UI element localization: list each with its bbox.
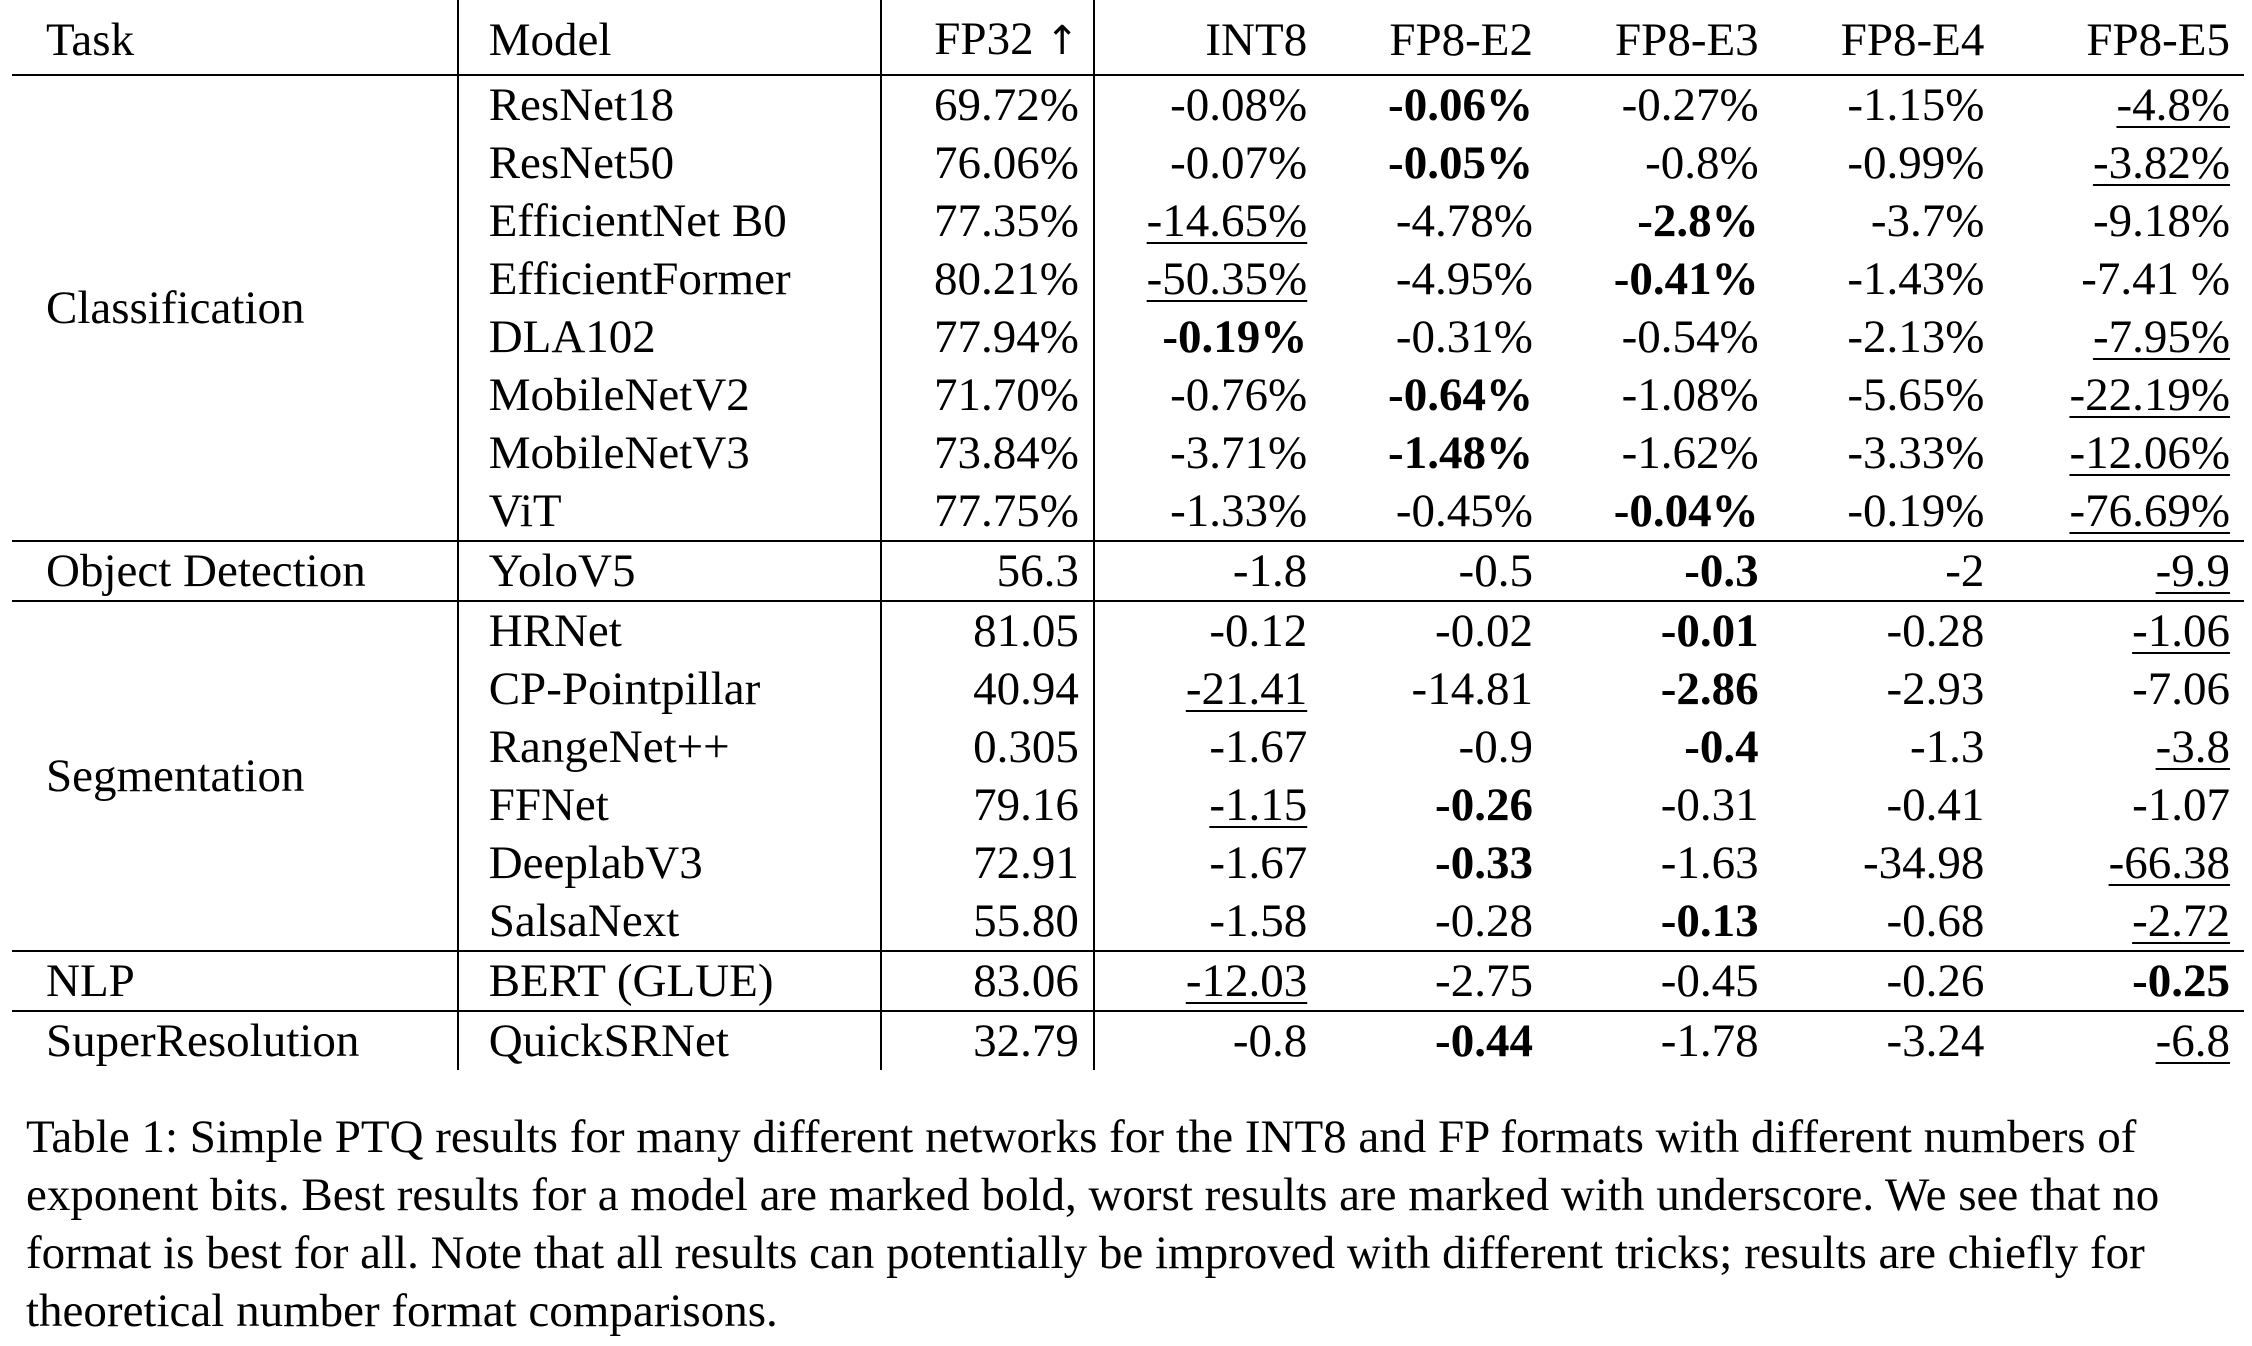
worst-value: -1.15 (1209, 779, 1308, 831)
value: -2 (1945, 545, 1985, 597)
header-fp8-e4: FP8-E4 (1773, 0, 1999, 75)
value: -4.95% (1395, 253, 1533, 305)
table-row (12, 75, 2244, 134)
model-cell: SalsaNext (458, 892, 881, 951)
task-cell: SuperResolution (12, 1011, 458, 1070)
value: -3.24 (1886, 1015, 1985, 1067)
model-cell: CP-Pointpillar (458, 660, 881, 718)
value: -5.65% (1847, 369, 1985, 421)
worst-value: -7.95% (2092, 311, 2230, 363)
fp8-e3-cell (1547, 718, 1773, 776)
fp8-e5-cell (1998, 660, 2244, 718)
value: -7.41 % (2081, 253, 2230, 305)
fp8-e4-cell (1773, 660, 1999, 718)
value: -2.13% (1847, 311, 1985, 363)
task-cell: Object Detection (12, 541, 458, 601)
value: -0.45% (1395, 485, 1533, 537)
value: -1.15% (1847, 79, 1985, 131)
int8-cell (1094, 192, 1321, 250)
value: -0.8 (1232, 1015, 1308, 1067)
value: -0.27% (1621, 79, 1759, 131)
model-cell: ViT (458, 482, 881, 541)
fp32-cell: 79.16 (881, 776, 1094, 834)
fp8-e5-cell (1998, 892, 2244, 951)
fp8-e3-cell (1547, 250, 1773, 308)
fp8-e3-cell (1547, 892, 1773, 951)
fp8-e4-cell (1773, 718, 1999, 776)
value: -3.7% (1870, 195, 1985, 247)
fp8-e4-cell (1773, 834, 1999, 892)
fp8-e4-cell (1773, 951, 1999, 1011)
fp8-e4-cell (1773, 192, 1999, 250)
fp8-e4-cell (1773, 541, 1999, 601)
fp32-cell: 56.3 (881, 541, 1094, 601)
fp32-cell: 80.21% (881, 250, 1094, 308)
value: -14.81 (1411, 663, 1533, 715)
value: -0.76% (1170, 369, 1308, 421)
value: -0.26 (1886, 955, 1985, 1007)
header-model: Model (458, 0, 881, 75)
fp8-e3-cell (1547, 601, 1773, 660)
best-value: -0.13 (1660, 895, 1759, 947)
int8-cell (1094, 308, 1321, 366)
fp8-e5-cell (1998, 134, 2244, 192)
fp8-e4-cell (1773, 892, 1999, 951)
int8-cell (1094, 951, 1321, 1011)
value: -0.41 (1886, 779, 1985, 831)
best-value: -0.05% (1388, 137, 1533, 189)
model-cell: YoloV5 (458, 541, 881, 601)
header-row (12, 0, 2244, 75)
fp32-cell: 77.35% (881, 192, 1094, 250)
fp8-e5-cell (1998, 541, 2244, 601)
int8-cell (1094, 250, 1321, 308)
best-value: -0.33 (1435, 837, 1533, 889)
int8-cell (1094, 834, 1321, 892)
worst-value: -22.19% (2069, 369, 2230, 421)
model-cell: MobileNetV2 (458, 366, 881, 424)
fp8-e2-cell (1321, 482, 1547, 541)
int8-cell (1094, 718, 1321, 776)
best-value: -0.4 (1684, 721, 1759, 773)
best-value: -1.48% (1388, 427, 1533, 479)
int8-cell (1094, 892, 1321, 951)
model-cell: RangeNet++ (458, 718, 881, 776)
best-value: -0.64% (1388, 369, 1533, 421)
fp8-e3-cell (1547, 308, 1773, 366)
header-int8: INT8 (1094, 0, 1321, 75)
fp8-e5-cell (1998, 482, 2244, 541)
table-body (12, 75, 2244, 1070)
model-cell: HRNet (458, 601, 881, 660)
best-value: -0.26 (1435, 779, 1533, 831)
int8-cell (1094, 75, 1321, 134)
fp8-e2-cell (1321, 951, 1547, 1011)
worst-value: -3.8 (2155, 721, 2230, 773)
fp8-e5-cell (1998, 951, 2244, 1011)
fp8-e2-cell (1321, 892, 1547, 951)
best-value: -0.04% (1613, 485, 1759, 537)
fp8-e3-cell (1547, 366, 1773, 424)
fp8-e2-cell (1321, 660, 1547, 718)
fp8-e4-cell (1773, 250, 1999, 308)
fp8-e5-cell (1998, 601, 2244, 660)
value: -1.63 (1660, 837, 1759, 889)
int8-cell (1094, 366, 1321, 424)
int8-cell (1094, 601, 1321, 660)
value: -1.62% (1621, 427, 1759, 479)
value: -1.8 (1232, 545, 1308, 597)
value: -0.07% (1170, 137, 1308, 189)
fp8-e4-cell (1773, 75, 1999, 134)
table-row (12, 1011, 2244, 1070)
worst-value: -66.38 (2108, 837, 2230, 889)
value: -1.58 (1209, 895, 1308, 947)
value: -0.9 (1458, 721, 1533, 773)
fp8-e2-cell (1321, 192, 1547, 250)
int8-cell (1094, 541, 1321, 601)
fp8-e3-cell (1547, 834, 1773, 892)
value: -0.31% (1395, 311, 1533, 363)
fp32-cell: 77.75% (881, 482, 1094, 541)
fp8-e4-cell (1773, 1011, 1999, 1070)
value: -1.67 (1209, 721, 1308, 773)
fp32-cell: 76.06% (881, 134, 1094, 192)
worst-value: -12.03 (1185, 955, 1308, 1007)
value: -0.28 (1886, 605, 1985, 657)
value: -0.31 (1660, 779, 1759, 831)
fp32-cell: 55.80 (881, 892, 1094, 951)
fp8-e3-cell (1547, 776, 1773, 834)
model-cell: EfficientNet B0 (458, 192, 881, 250)
value: -0.02 (1435, 605, 1533, 657)
fp8-e2-cell (1321, 424, 1547, 482)
worst-value: -14.65% (1146, 195, 1308, 247)
fp8-e5-cell (1998, 308, 2244, 366)
int8-cell (1094, 776, 1321, 834)
int8-cell (1094, 424, 1321, 482)
header-fp8-e2: FP8-E2 (1321, 0, 1547, 75)
model-cell: ResNet18 (458, 75, 881, 134)
table-row (12, 541, 2244, 601)
fp8-e5-cell (1998, 75, 2244, 134)
fp8-e3-cell (1547, 951, 1773, 1011)
value: -1.08% (1621, 369, 1759, 421)
fp8-e5-cell (1998, 718, 2244, 776)
model-cell: EfficientFormer (458, 250, 881, 308)
fp8-e3-cell (1547, 482, 1773, 541)
fp32-cell: 77.94% (881, 308, 1094, 366)
worst-value: -6.8 (2155, 1015, 2230, 1067)
up-arrow-icon: ↑ (1045, 18, 1079, 64)
model-cell: DLA102 (458, 308, 881, 366)
header-fp32-label: FP32 (934, 13, 1034, 65)
value: -1.43% (1847, 253, 1985, 305)
worst-value: -76.69% (2069, 485, 2230, 537)
fp8-e4-cell (1773, 366, 1999, 424)
task-cell: Segmentation (12, 601, 458, 951)
worst-value: -1.06 (2132, 605, 2230, 657)
fp8-e4-cell (1773, 424, 1999, 482)
fp8-e3-cell (1547, 1011, 1773, 1070)
fp8-e2-cell (1321, 134, 1547, 192)
int8-cell (1094, 482, 1321, 541)
fp8-e5-cell (1998, 192, 2244, 250)
fp8-e5-cell (1998, 424, 2244, 482)
paper-page (12, 0, 2244, 1337)
model-cell: ResNet50 (458, 134, 881, 192)
model-cell: BERT (GLUE) (458, 951, 881, 1011)
header-fp8-e3: FP8-E3 (1547, 0, 1773, 75)
fp8-e4-cell (1773, 601, 1999, 660)
best-value: -0.25 (2132, 955, 2230, 1007)
fp32-cell: 83.06 (881, 951, 1094, 1011)
fp32-cell: 81.05 (881, 601, 1094, 660)
fp32-cell: 32.79 (881, 1011, 1094, 1070)
header-fp8-e5: FP8-E5 (1998, 0, 2244, 75)
fp8-e4-cell (1773, 776, 1999, 834)
worst-value: -3.82% (2092, 137, 2230, 189)
value: -1.3 (1909, 721, 1985, 773)
value: -2.93 (1886, 663, 1985, 715)
best-value: -2.8% (1637, 195, 1759, 247)
fp8-e2-cell (1321, 776, 1547, 834)
value: -4.78% (1395, 195, 1533, 247)
table-caption: Table 1: Simple PTQ results for many different networks for the INT8 and FP formats with different numbers of exponent bits. Best results for a model are marked bold, worst results are marked with underscore. We see that no format is best for all. Note that all results can potentially be improved with different tricks; results are chiefly for theoretical number format comparisons. (26, 1111, 2160, 1337)
fp8-e3-cell (1547, 424, 1773, 482)
header-fp32 (881, 0, 1094, 75)
value: -3.33% (1847, 427, 1985, 479)
results-table (12, 0, 2244, 1070)
best-value: -0.44 (1435, 1015, 1533, 1067)
value: -0.19% (1847, 485, 1985, 537)
int8-cell (1094, 660, 1321, 718)
task-cell: Classification (12, 75, 458, 541)
fp8-e4-cell (1773, 308, 1999, 366)
fp8-e3-cell (1547, 192, 1773, 250)
value: -0.8% (1645, 137, 1759, 189)
value: -1.07 (2132, 779, 2230, 831)
table-header (12, 0, 2244, 75)
model-cell: QuickSRNet (458, 1011, 881, 1070)
fp32-cell: 72.91 (881, 834, 1094, 892)
value: -0.45 (1660, 955, 1759, 1007)
fp8-e3-cell (1547, 134, 1773, 192)
worst-value: -9.9 (2155, 545, 2230, 597)
value: -0.08% (1170, 79, 1308, 131)
value: -7.06 (2132, 663, 2230, 715)
fp8-e2-cell (1321, 250, 1547, 308)
fp8-e2-cell (1321, 308, 1547, 366)
best-value: -2.86 (1660, 663, 1759, 715)
model-cell: FFNet (458, 776, 881, 834)
value: -0.99% (1847, 137, 1985, 189)
fp32-cell: 69.72% (881, 75, 1094, 134)
table-row (12, 601, 2244, 660)
fp8-e2-cell (1321, 366, 1547, 424)
best-value: -0.01 (1660, 605, 1759, 657)
value: -34.98 (1862, 837, 1985, 889)
int8-cell (1094, 134, 1321, 192)
fp8-e2-cell (1321, 834, 1547, 892)
value: -1.78 (1660, 1015, 1759, 1067)
fp32-cell: 40.94 (881, 660, 1094, 718)
model-cell: MobileNetV3 (458, 424, 881, 482)
value: -0.5 (1458, 545, 1533, 597)
fp8-e2-cell (1321, 541, 1547, 601)
table-row (12, 951, 2244, 1011)
header-task: Task (12, 0, 458, 75)
value: -3.71% (1170, 427, 1308, 479)
model-cell: DeeplabV3 (458, 834, 881, 892)
fp8-e5-cell (1998, 366, 2244, 424)
fp32-cell: 71.70% (881, 366, 1094, 424)
fp8-e2-cell (1321, 718, 1547, 776)
value: -1.67 (1209, 837, 1308, 889)
worst-value: -2.72 (2132, 895, 2230, 947)
fp8-e5-cell (1998, 776, 2244, 834)
best-value: -0.06% (1388, 79, 1533, 131)
fp8-e5-cell (1998, 1011, 2244, 1070)
value: -0.54% (1621, 311, 1759, 363)
fp8-e2-cell (1321, 75, 1547, 134)
task-cell: NLP (12, 951, 458, 1011)
fp8-e4-cell (1773, 134, 1999, 192)
value: -0.68 (1886, 895, 1985, 947)
fp8-e3-cell (1547, 541, 1773, 601)
fp8-e3-cell (1547, 75, 1773, 134)
value: -2.75 (1435, 955, 1533, 1007)
value: -0.12 (1209, 605, 1308, 657)
fp8-e5-cell (1998, 834, 2244, 892)
fp8-e2-cell (1321, 601, 1547, 660)
fp8-e4-cell (1773, 482, 1999, 541)
value: -1.33% (1170, 485, 1308, 537)
fp8-e2-cell (1321, 1011, 1547, 1070)
fp8-e3-cell (1547, 660, 1773, 718)
fp8-e5-cell (1998, 250, 2244, 308)
best-value: -0.41% (1613, 253, 1759, 305)
value: -9.18% (2092, 195, 2230, 247)
worst-value: -21.41 (1185, 663, 1308, 715)
int8-cell (1094, 1011, 1321, 1070)
best-value: -0.19% (1162, 311, 1308, 363)
fp32-cell: 73.84% (881, 424, 1094, 482)
worst-value: -4.8% (2116, 79, 2230, 131)
best-value: -0.3 (1684, 545, 1759, 597)
worst-value: -12.06% (2069, 427, 2230, 479)
fp32-cell: 0.305 (881, 718, 1094, 776)
value: -0.28 (1435, 895, 1533, 947)
worst-value: -50.35% (1146, 253, 1308, 305)
